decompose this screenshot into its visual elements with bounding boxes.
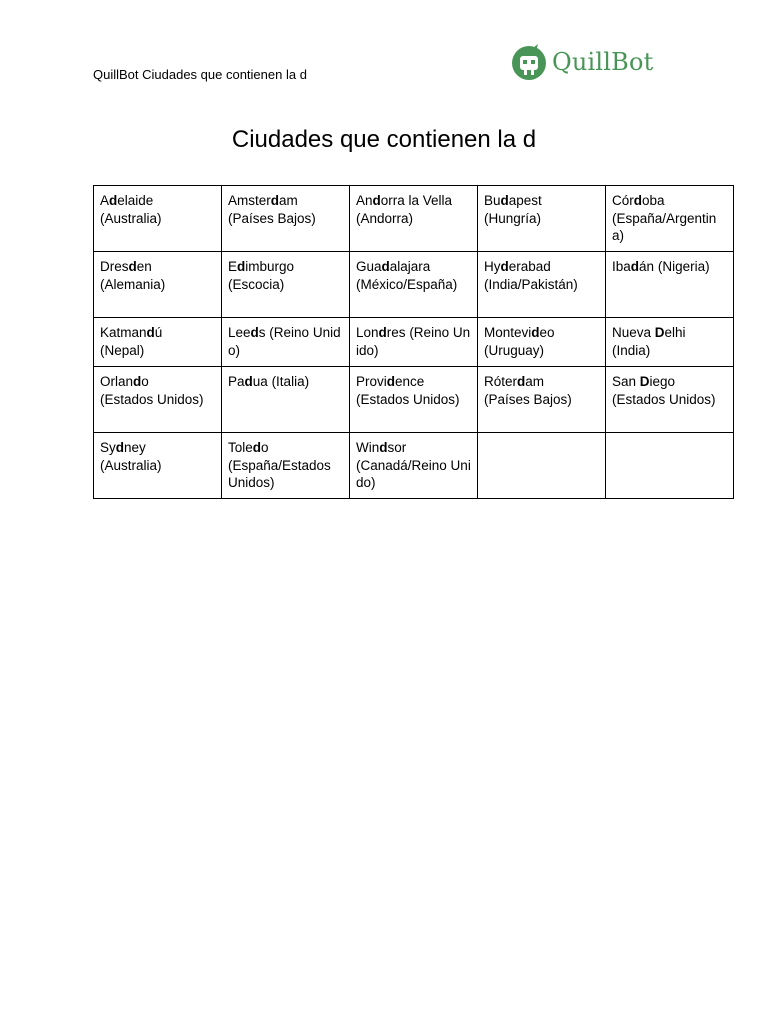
- table-cell: [222, 433, 350, 499]
- highlighted-letter: d: [270, 193, 280, 208]
- country-name: (Reino Unido): [356, 325, 471, 358]
- country-name: (Países Bajos): [228, 210, 316, 226]
- country-name: (Australia): [100, 210, 162, 226]
- highlighted-letter: d: [379, 440, 388, 455]
- logo-wordmark: QuillBot: [552, 48, 654, 76]
- city-name: Orlando: [100, 374, 149, 389]
- city-name: Hyderabad: [484, 259, 551, 274]
- highlighted-letter: d: [630, 259, 640, 274]
- table-cell: [222, 318, 350, 367]
- highlighted-letter: d: [109, 193, 118, 208]
- city-name: Edimburgo: [228, 259, 295, 274]
- cities-table: [93, 185, 734, 499]
- city-name: Adelaide: [100, 193, 154, 208]
- highlighted-letter: d: [146, 325, 155, 340]
- table-row: [94, 318, 734, 367]
- highlighted-letter: d: [386, 374, 396, 389]
- country-name: (India/Pakistán): [484, 276, 578, 292]
- country-name: (Reino Unido): [228, 325, 341, 358]
- table-cell: [222, 367, 350, 433]
- table-row: [94, 186, 734, 252]
- table-cell: [350, 252, 478, 318]
- document-title: Ciudades que contienen la d: [231, 126, 537, 153]
- country-name: (Estados Unidos): [100, 391, 204, 407]
- table-cell: [94, 252, 222, 318]
- table-cell: [606, 186, 734, 252]
- table-cell: [350, 367, 478, 433]
- country-name: (Australia): [100, 457, 162, 473]
- table-cell-empty: [478, 433, 606, 499]
- city-name: Amsterdam: [228, 193, 298, 208]
- country-name: (India): [612, 342, 651, 358]
- table-cell: [350, 318, 478, 367]
- highlighted-letter: d: [250, 325, 259, 340]
- table-cell: [478, 252, 606, 318]
- highlighted-letter: d: [633, 193, 643, 208]
- table-cell: [222, 252, 350, 318]
- country-name: (Nigeria): [657, 259, 710, 274]
- country-name: (Andorra): [356, 210, 414, 226]
- highlighted-letter: d: [237, 259, 246, 274]
- highlighted-letter: d: [517, 374, 526, 389]
- table-cell: [94, 367, 222, 433]
- country-name: (Hungría): [484, 210, 542, 226]
- country-name: (Alemania): [100, 276, 166, 292]
- highlighted-letter: D: [639, 374, 650, 389]
- city-name: Providence: [356, 374, 425, 389]
- city-name: Ibadán: [612, 259, 655, 274]
- city-name: Windsor: [356, 440, 407, 455]
- table-cell: [606, 367, 734, 433]
- country-name: (Escocia): [228, 276, 285, 292]
- country-name: (Países Bajos): [484, 391, 572, 407]
- table-cell: [606, 318, 734, 367]
- country-name: (Estados Unidos): [356, 391, 460, 407]
- table-row: [94, 367, 734, 433]
- highlighted-letter: D: [654, 325, 665, 340]
- country-name: (España/Argentina): [612, 210, 717, 243]
- city-name: Montevideo: [484, 325, 555, 340]
- table-cell-empty: [606, 433, 734, 499]
- highlighted-letter: d: [133, 374, 142, 389]
- highlighted-letter: d: [531, 325, 540, 340]
- highlighted-letter: d: [500, 259, 509, 274]
- country-name: (Uruguay): [484, 342, 545, 358]
- highlighted-letter: d: [372, 193, 381, 208]
- page-header-text: QuillBot Ciudades que contienen la d: [93, 67, 307, 82]
- country-name: (Italia): [271, 374, 310, 389]
- table-row: [94, 433, 734, 499]
- city-name: Toledo: [228, 440, 269, 455]
- city-name: Róterdam: [484, 374, 545, 389]
- table-cell: [94, 186, 222, 252]
- city-name: Sydney: [100, 440, 146, 455]
- country-name: (México/España): [356, 276, 458, 292]
- table-cell: [222, 186, 350, 252]
- city-name: Guadalajara: [356, 259, 431, 274]
- highlighted-letter: d: [244, 374, 253, 389]
- city-name: Dresden: [100, 259, 152, 274]
- highlighted-letter: d: [378, 325, 387, 340]
- city-name: Londres: [356, 325, 406, 340]
- table-cell: [94, 433, 222, 499]
- city-name: Nueva Delhi: [612, 325, 686, 340]
- highlighted-letter: d: [115, 440, 125, 455]
- country-name: (Canadá/Reino Unido): [356, 457, 471, 490]
- city-name: Andorra la Vella: [356, 193, 453, 208]
- city-name: Córdoba: [612, 193, 665, 208]
- country-name: (Estados Unidos): [612, 391, 716, 407]
- city-name: Katmandú: [100, 325, 163, 340]
- highlighted-letter: d: [500, 193, 509, 208]
- table-cell: [478, 318, 606, 367]
- quillbot-logo: [511, 43, 654, 81]
- table-cell: [350, 186, 478, 252]
- table-cell: [606, 252, 734, 318]
- table-row: [94, 252, 734, 318]
- city-name: San Diego: [612, 374, 676, 389]
- country-name: (España/Estados Unidos): [228, 457, 331, 490]
- highlighted-letter: d: [252, 440, 262, 455]
- table-cell: [478, 186, 606, 252]
- table-cell: [478, 367, 606, 433]
- highlighted-letter: d: [128, 259, 137, 274]
- city-name: Padua: [228, 374, 268, 389]
- table-cell: [350, 433, 478, 499]
- country-name: (Nepal): [100, 342, 145, 358]
- city-name: Budapest: [484, 193, 542, 208]
- table-cell: [94, 318, 222, 367]
- highlighted-letter: d: [381, 259, 390, 274]
- quillbot-robot-icon: [511, 44, 547, 80]
- city-name: Leeds: [228, 325, 266, 340]
